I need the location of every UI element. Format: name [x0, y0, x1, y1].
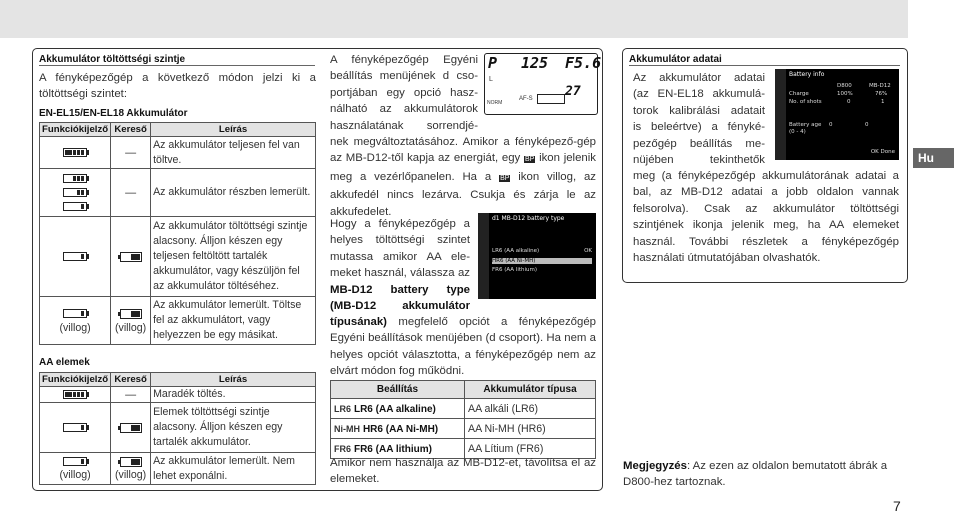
battery-info-screen: Battery info D800 MB-D12 Charge 100% 76% No. of shots 0 1 Battery age 0 0 (0 - 4) OK Done — [775, 69, 899, 160]
battery-full-icon — [63, 148, 87, 157]
col-header: Beállítás — [331, 381, 465, 399]
viewfinder-battery-icon — [120, 457, 142, 467]
col-header: Kereső — [111, 373, 151, 387]
battery-info-start: Az akkumulátor adatai (az EN-EL18 akkumulá- torok kalibrálási adatait is beleértve) a fényké- pezőgép beállítás me- nüjében tekinthetők — [633, 72, 765, 167]
mid-para1-rest: nek megváltoztatásához. Amikor a fényképező-gép az MB-D12-től kapja az energiát, egy BP ikon jelenik meg a vezérlőpanelen. Ha a BP ikon villog, az akkufedél nincs lezárva. Csukja és zárja le az akkufedelet. — [330, 136, 597, 218]
battery-low-icon — [63, 457, 87, 466]
table-row: (villog) (villog) Az akkumulátor lemerült. Nem lehet exponálni. — [40, 453, 316, 485]
battery-level-heading: Akkumulátor töltöttségi szintje — [39, 54, 315, 66]
language-tab[interactable]: Hu — [913, 148, 954, 168]
header-band — [0, 0, 908, 38]
viewfinder-battery-icon — [120, 252, 142, 262]
battery-2-bars-icon — [63, 188, 87, 197]
battery-type-menu-screen: d1 MB-D12 battery type LR6 (AA alkaline) HR6 (AA Ni-MH) FR6 (AA lithium) OK — [478, 213, 596, 299]
en-el-heading: EN-EL15/EN-EL18 Akkumulátor — [39, 108, 188, 119]
col-header: Kereső — [111, 123, 151, 137]
battery-icon — [537, 94, 565, 104]
col-header: Leírás — [151, 373, 316, 387]
battery-info-heading: Akkumulátor adatai — [629, 54, 900, 66]
table-row: — Az akkumulátor részben lemerült. — [40, 169, 316, 217]
table-row: Az akkumulátor töltöttségi szintje alacsony. Álljon készen egy teljesen feltöltött tartalék akkumulátor, vagy készüljön fel az akkumulátor töltéséhez. — [40, 217, 316, 297]
viewfinder-battery-icon — [120, 423, 142, 433]
note: Megjegyzés: Az ezen az oldalon bemutatott ábrák a D800-hez tartoznak. — [623, 460, 888, 488]
battery-full-icon — [63, 390, 87, 399]
battery-level-intro: A fényképezőgép a következő módon jelzi ki a töltöttségi szintet: — [39, 72, 316, 101]
en-el-table — [39, 122, 316, 345]
mid-para2-rest: típusának) megfelelő opciót a fényképezőgép Egyéni beállítások menüjében (d csoport). Ha nem a helyes opciót választotta, a fényképezőgép nem az elvárt módon fog működni. — [330, 316, 596, 378]
table-row: Elemek töltöttségi szintje alacsony. Álljon készen egy tartalék akkumulátor. — [40, 403, 316, 453]
aa-heading: AA elemek — [39, 357, 90, 368]
table-row: Ni-MH HR6 (AA Ni-MH) AA Ni-MH (HR6) — [331, 419, 596, 439]
mid-para1-start: A fényképezőgép Egyéni beállítás menüjének d cso- portjában egy opció hasz- nálható az akkumulátorok használatának sorrendjé- — [330, 54, 478, 132]
table-row: — Maradék töltés. — [40, 387, 316, 403]
table-row: LR6 LR6 (AA alkaline) AA alkáli (LR6) — [331, 399, 596, 419]
mid-para2-start: Hogy a fényképezőgép a helyes töltöttségi szintet mutassa amikor AA ele- meket használ, válassza az MB-D12 battery type (MB-D12 akkumulátor — [330, 218, 470, 313]
page-number: 7 — [893, 498, 901, 514]
viewfinder-battery-icon — [120, 309, 142, 319]
battery-3-bars-icon — [63, 174, 87, 183]
battery-low-icon — [63, 252, 87, 261]
battery-low-icon — [63, 423, 87, 432]
bp-icon: BP — [524, 156, 535, 164]
col-header: Funkciókijelző — [40, 373, 111, 387]
col-header: Akkumulátor típusa — [465, 381, 596, 399]
battery-type-table — [330, 380, 596, 459]
battery-low-icon — [63, 309, 87, 318]
col-header: Funkciókijelző — [40, 123, 111, 137]
table-row: (villog) (villog) Az akkumulátor lemerült. Töltse fel az akkumulátort, vagy helyezzen be egy másikat. — [40, 297, 316, 345]
col-header: Leírás — [151, 123, 316, 137]
mid-closing: Amikor nem használja az MB-D12-et, távolítsa el az elemeket. — [330, 457, 596, 486]
aa-table — [39, 372, 316, 485]
bp-icon: BP — [500, 174, 510, 182]
battery-info-rest: meg (a fényképezőgép akkumulátorának adatai a bal, az MB-D12 adatai a jobb oldalon vannak felsorolva). Csak az akkumulátor töltöttségi szintjének ikonja jelenik meg, ha AA elemeket használ. További részletek a fényképezőgép használati útmutatójában olvashatók. — [633, 170, 899, 265]
table-row: FR6 FR6 (AA lithium) AA Lítium (FR6) — [331, 439, 596, 459]
battery-1-bar-icon — [63, 202, 87, 211]
table-row: — Az akkumulátor teljesen fel van töltve. — [40, 137, 316, 169]
control-panel-lcd: P 125 F5.6 L NORM AF-S 27 — [484, 53, 598, 115]
